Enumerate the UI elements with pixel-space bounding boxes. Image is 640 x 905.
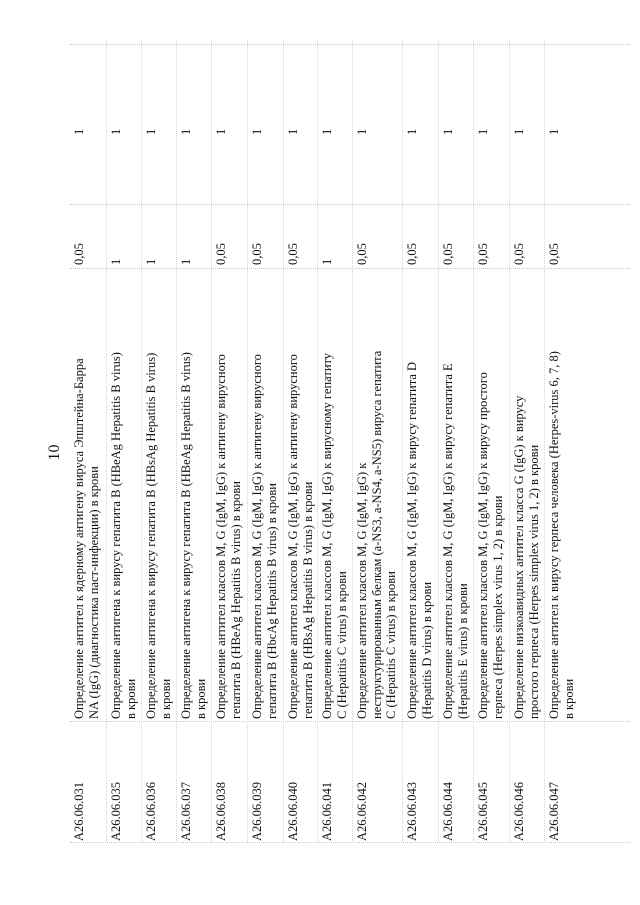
frequency-value: 1 (320, 258, 334, 265)
description-line: в крови (123, 678, 138, 719)
description-line: Определение антител классов M, G (IgM, IgG) к антигену вирусного (286, 354, 300, 719)
description-line: (Hepatitis E virus) в крови (455, 583, 470, 719)
description-line: гепатита B (HbcAg Hepatitis B virus) в крови (264, 483, 279, 719)
service-code: A26.06.037 (179, 781, 193, 841)
description-line: Определение антигена к вирусу гепатита B (HBeAg Hepatitis B virus) (179, 352, 193, 719)
frequency-value: 0,05 (512, 243, 526, 265)
description-line: Определение антител классов M, G (IgM, IgG) к антигену вирусного (250, 354, 264, 719)
frequency-value: 0,05 (547, 243, 561, 265)
service-description (144, 289, 173, 719)
description-line: Определение антител классов M, G (IgM, IgG) к вирусу гепатита E (441, 363, 455, 719)
frequency-value: 0,05 (214, 243, 228, 265)
description-line: Определение антител к вирусу герпеса человека (Herpes-virus 6, 7, 8) (547, 351, 561, 719)
service-code: A26.06.046 (512, 781, 526, 841)
service-code: A26.06.041 (320, 781, 334, 841)
row-guide (352, 41, 353, 841)
column-guide (70, 268, 630, 269)
row-guide (176, 41, 177, 841)
service-description (109, 289, 138, 719)
description-line: гепатита B (HBeAg Hepatitis B virus) в крови (228, 480, 243, 719)
multiplicity-value: 1 (109, 128, 123, 135)
column-guide (70, 842, 630, 843)
service-description (405, 289, 434, 719)
description-line: в крови (561, 678, 576, 719)
frequency-value: 0,05 (355, 243, 369, 265)
description-line: Определение антигена к вирусу гепатита B (HBeAg Hepatitis B virus) (109, 352, 123, 719)
frequency-value: 0,05 (72, 243, 86, 265)
service-description (320, 289, 349, 719)
frequency-value: 1 (144, 258, 158, 265)
multiplicity-value: 1 (144, 128, 158, 135)
multiplicity-value: 1 (250, 128, 264, 135)
description-line: неструктурированным белкам (a-NS3, a-NS4, a-NS5) вируса гепатита (369, 350, 384, 719)
row-guide (317, 41, 318, 841)
row-guide (247, 41, 248, 841)
multiplicity-value: 1 (214, 128, 228, 135)
multiplicity-value: 1 (72, 128, 86, 135)
description-line: в крови (158, 678, 173, 719)
frequency-value: 1 (109, 258, 123, 265)
service-code: A26.06.039 (250, 781, 264, 841)
description-line: Определение антител к ядерному антигену вируса Эпштейна-Барра (72, 358, 86, 719)
frequency-value: 0,05 (286, 243, 300, 265)
description-line: (Hepatitis D virus) в крови (419, 581, 434, 719)
row-guide (106, 41, 107, 841)
description-line: Определение антител классов M, G (IgM, IgG) к антигену вирусного (214, 354, 228, 719)
description-line: в крови (193, 678, 208, 719)
frequency-value: 0,05 (441, 243, 455, 265)
description-line: герпеса (Herpes simplex virus 1, 2) в крови (490, 495, 505, 719)
multiplicity-value: 1 (405, 128, 419, 135)
service-code: A26.06.035 (109, 781, 123, 841)
multiplicity-value: 1 (179, 128, 193, 135)
description-line: Определение антител классов M, G (IgM, IgG) к (355, 462, 369, 719)
multiplicity-value: 1 (512, 128, 526, 135)
description-line: простого герпеса (Herpes simplex virus 1, 2) в крови (526, 444, 541, 719)
description-line: C (Hepatitis C virus) в крови (384, 571, 398, 719)
service-description (441, 289, 470, 719)
description-line: Определение антигена к вирусу гепатита B (HBsAg Hepatitis B virus) (144, 352, 158, 719)
column-guide (70, 721, 630, 722)
service-description (250, 289, 279, 719)
service-description (476, 289, 505, 719)
service-code: A26.06.043 (405, 781, 419, 841)
row-guide (141, 41, 142, 841)
row-guide (544, 41, 545, 841)
row-guide (283, 41, 284, 841)
frequency-value: 0,05 (476, 243, 490, 265)
service-description (355, 289, 399, 719)
service-description (547, 289, 576, 719)
service-description (72, 289, 101, 719)
service-code: A26.06.045 (476, 781, 490, 841)
column-guide (70, 44, 630, 45)
service-description (286, 289, 315, 719)
description-line: NA (IgG) (диагностика паст-инфекции) в крови (86, 466, 101, 719)
description-line: Определение антител классов M, G (IgM, IgG) к вирусному гепатиту (320, 352, 334, 719)
row-guide (211, 41, 212, 841)
multiplicity-value: 1 (286, 128, 300, 135)
service-code: A26.06.042 (355, 781, 369, 841)
row-guide (509, 41, 510, 841)
service-code: A26.06.036 (144, 781, 158, 841)
description-line: Определение антител классов M, G (IgM, IgG) к вирусу простого (476, 372, 490, 719)
description-line: Определение низкоавидных антител класса G (IgG) к вирусу (512, 395, 526, 719)
description-line: C (Hepatitis C virus) в крови (334, 571, 349, 719)
multiplicity-value: 1 (441, 128, 455, 135)
service-code: A26.06.044 (441, 781, 455, 841)
service-description (512, 289, 541, 719)
frequency-value: 0,05 (405, 243, 419, 265)
service-description (179, 289, 208, 719)
multiplicity-value: 1 (355, 128, 369, 135)
description-line: гепатита B (HBsAg Hepatitis B virus) в крови (300, 481, 315, 719)
service-code: A26.06.031 (72, 781, 86, 841)
multiplicity-value: 1 (476, 128, 490, 135)
row-guide (402, 41, 403, 841)
service-code: A26.06.040 (286, 781, 300, 841)
column-guide (70, 204, 630, 205)
row-guide (438, 41, 439, 841)
multiplicity-value: 1 (320, 128, 334, 135)
service-code: A26.06.038 (214, 781, 228, 841)
service-code: A26.06.047 (547, 781, 561, 841)
service-description (214, 289, 243, 719)
row-guide (473, 41, 474, 841)
frequency-value: 1 (179, 258, 193, 265)
page-number: 10 (46, 444, 63, 461)
multiplicity-value: 1 (547, 128, 561, 135)
description-line: Определение антител классов M, G (IgM, IgG) к вирусу гепатита D (405, 361, 419, 719)
frequency-value: 0,05 (250, 243, 264, 265)
